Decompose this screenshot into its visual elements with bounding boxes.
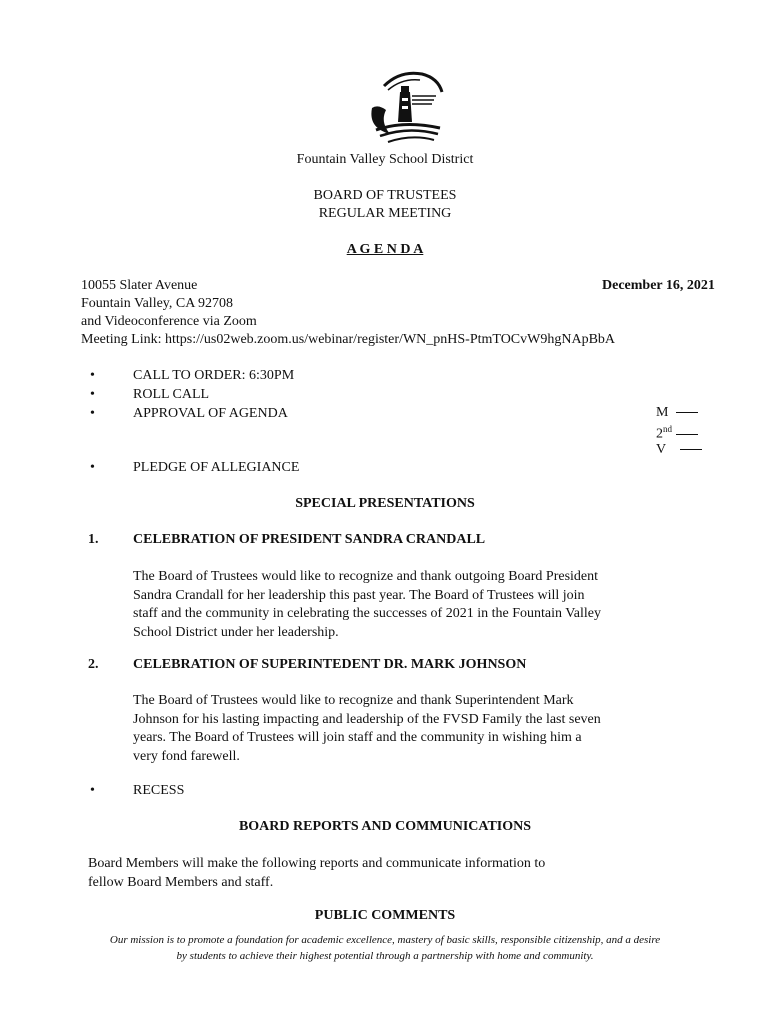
item1-title: CELEBRATION OF PRESIDENT SANDRA CRANDALL: [133, 532, 486, 547]
item1-body-line: School District under her leadership.: [133, 624, 339, 640]
vote-motion-label: M: [656, 405, 669, 420]
vote-second-line: [656, 424, 716, 443]
board-reports-line: fellow Board Members and staff.: [88, 874, 274, 890]
vote-blank: [676, 434, 698, 435]
district-logo: [364, 68, 444, 144]
agenda-title: A G E N D A: [346, 242, 424, 257]
bullet: •: [90, 387, 95, 402]
address-zoom: and Videoconference via Zoom: [81, 314, 257, 329]
item2-body-line: Johnson for his lasting impacting and leadership of the FVSD Family the last seven: [133, 711, 601, 727]
vote-blank: [680, 449, 702, 450]
item2-body-line: years. The Board of Trustees will join staff and the community in wishing him a: [133, 730, 582, 745]
board-reports-line: Board Members will make the following reports and communicate information to: [88, 856, 546, 871]
vote-result-line: [656, 442, 716, 458]
vote-second-label: 2: [656, 426, 663, 442]
item-number: 2.: [88, 657, 99, 672]
board-reports-body: [88, 855, 545, 892]
item2-body-line: The Board of Trustees would like to recognize and thank Superintendent Mark: [133, 693, 574, 708]
board-title: BOARD OF TRUSTEES: [313, 188, 457, 203]
mission-statement: [0, 932, 770, 964]
call-to-order: CALL TO ORDER: 6:30PM: [133, 368, 295, 383]
special-presentations-heading: SPECIAL PRESENTATIONS: [295, 496, 475, 511]
bullet: •: [90, 460, 95, 475]
meeting-link[interactable]: Meeting Link: https://us02web.zoom.us/webinar/register/WN_pnHS-PtmTOCvW9hgNApBbA: [81, 332, 616, 347]
address-street: 10055 Slater Avenue: [81, 278, 198, 293]
vote-second-sup: nd: [663, 424, 672, 434]
recess: RECESS: [133, 783, 185, 798]
address-city: Fountain Valley, CA 92708: [81, 296, 234, 311]
roll-call: ROLL CALL: [133, 387, 210, 402]
mission-line: by students to achieve their highest potential through a partnership with home and community.: [176, 950, 594, 962]
vote-result-label: V: [656, 442, 667, 457]
item1-body-line: staff and the community in celebrating the successes of 2021 in the Fountain Valley: [133, 606, 601, 621]
vote-blank: [676, 412, 698, 413]
board-reports-heading: BOARD REPORTS AND COMMUNICATIONS: [238, 819, 532, 834]
bullet: •: [90, 783, 95, 798]
item1-body-line: The Board of Trustees would like to recognize and thank outgoing Board President: [133, 569, 599, 584]
item2-body: [133, 692, 653, 766]
item-number: 1.: [88, 532, 99, 547]
approval-of-agenda: APPROVAL OF AGENDA: [133, 406, 288, 421]
item1-body: [133, 568, 653, 642]
item1-body-line: Sandra Crandall for her leadership this past year. The Board of Trustees will join: [133, 587, 585, 603]
vote-motion-line: [656, 405, 716, 421]
meeting-date: December 16, 2021: [602, 278, 715, 293]
lighthouse-logo-icon: [364, 68, 444, 144]
bullet: •: [90, 368, 95, 383]
public-comments-heading: PUBLIC COMMENTS: [314, 908, 456, 923]
mission-line: Our mission is to promote a foundation for academic excellence, mastery of basic skills, responsible citizenship, and a desire: [109, 934, 661, 946]
bullet: •: [90, 406, 95, 421]
pledge-of-allegiance: PLEDGE OF ALLEGIANCE: [133, 460, 300, 475]
district-name: Fountain Valley School District: [296, 152, 474, 167]
item2-title: CELEBRATION OF SUPERINTEDENT DR. MARK JOHNSON: [133, 657, 527, 672]
meeting-type: REGULAR MEETING: [318, 206, 452, 221]
item2-body-line: very fond farewell.: [133, 748, 240, 764]
